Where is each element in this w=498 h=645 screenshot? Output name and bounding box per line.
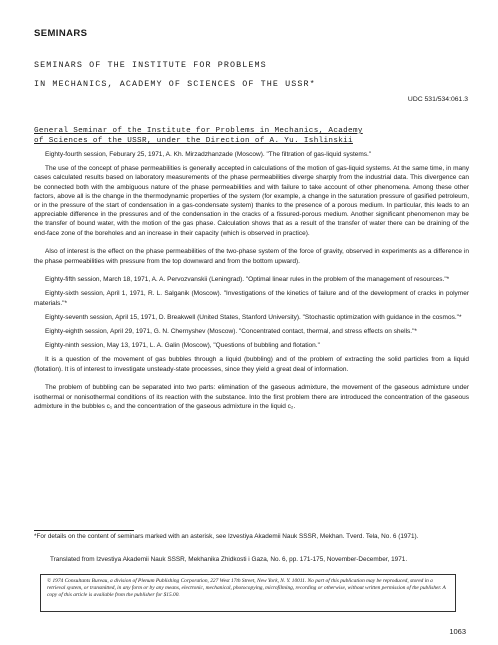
seminar-title-line-1: General Seminar of the Institute for Problems in Mechanics, Academy [34, 127, 363, 135]
copyright-box: © 1974 Consultants Bureau, a division of Plenum Publishing Corporation, 227 West 17th Street, New York, N. Y. 10011. No part of this publication may be reproduced, stored in a retrieval system, or transmitted, in any form or by any means, electronic, mechanical, photocopying, microfilming, recording or otherwise, without written permission of the publisher. A copy of this article is available from the publisher for $15.00. [40, 574, 456, 612]
paragraph-session-89: Eighty-ninth session, May 13, 1971, L. A. Galin (Moscow), "Questions of bubbling and flotation." [45, 342, 320, 350]
institute-title [34, 56, 474, 94]
seminar-title-line-2: of Sciences of the USSR, under the Direction of A. Yu. Ishlinskii [34, 137, 353, 145]
footnote-divider [34, 530, 134, 531]
institute-title-line-1: SEMINARS OF THE INSTITUTE FOR PROBLEMS [34, 60, 267, 70]
article-body [34, 150, 469, 420]
page-number: 1063 [449, 627, 466, 636]
translation-note: Translated from Izvestiya Akademii Nauk SSSR, Mekhanika Zhidkosti i Gaza, No. 6, pp. 171-175, November-December, 1971. [50, 556, 408, 563]
paragraph-phase-permeabilities: The use of the concept of phase permeabilities is generally accepted in calculations of the motion of gas-liquid systems. At the same time, in many cases calculated results based on laboratory measurements of the phase permeabilities diverge sharply from the industrial data. This divergence can be connected both with the ambiguous nature of the phase permeabilities and with failure to take account of other phenomena. Among these other factors, above all is the change in the thermodynamic properties of the system (for example, a change in the saturation pressure of gasified petroleum, or in the pressure of the start of condensation in a gas-condensate system) thanks to the presence of a porous medium. In particular, this leads to an appreciable difference in the pressures and of the condensation in the cracks of a fissured-porous medium. Another significant phenomenon may be the transfer of bound water, with the motion of the gas phase. Calculation shows that as a result of the transfer of water there can be draining of the end-face zone of the boreholes and an increase in their capacity (which is observed in practice). [34, 165, 469, 237]
paragraph-session-87: Eighty-seventh session, April 15, 1971, D. Breakwell (United States, Stanford University). "Stochastic optimization with guidance in the cosmos."* [45, 313, 462, 321]
paragraph-session-86: Eighty-sixth session, April 1, 1971, R. L. Salganik (Moscow). "Investigations of the kinetics of failure and of the development of cracks in polymer materials."* [34, 290, 469, 307]
paragraph-bubbling-problem: The problem of bubbling can be separated into two parts: elimination of the gaseous admixture, the movement of the gaseous admixture under isothermal or nonisothermal conditions of its reaction with the substance. Into the first problem there are introduced the concentration of the gaseous admixture in the bubbles c₁ and the concentration of the gaseous admixture in the liquid c₂. [34, 384, 469, 410]
institute-title-line-2: IN MECHANICS, ACADEMY OF SCIENCES OF THE USSR* [34, 79, 316, 89]
paragraph-session-85: Eighty-fifth session, March 18, 1971, A. A. Pervozvanskii (Leningrad). "Optimal linear rules in the problem of the management of resources."* [45, 276, 450, 284]
paragraph-bubbling-flotation: It is a question of the movement of gas bubbles through a liquid (bubbling) and of the problem of extracting the solid particles from a liquid (flotation). It is of interest to investigate unsteady-state processes, since they yield a great deal of information. [34, 356, 469, 373]
paragraph-session-88: Eighty-eighth session, April 29, 1971, G. N. Chernyshev (Moscow). "Concentrated contact, thermal, and stress effects on shells."* [45, 328, 417, 336]
paragraph-gravity: Also of interest is the effect on the phase permeabilities of the two-phase system of the force of gravity, observed in experiments as a difference in the phase permeabilities with pressure from the top downward and from the bottom upward). [34, 248, 469, 265]
seminar-title [34, 126, 474, 146]
section-label: SEMINARS [34, 28, 88, 39]
paragraph-session-84: Eighty-fourth session, Feburary 25, 1971, A. Kh. Mirzadzhanzade (Moscow). "The filtration of gas-liquid systems." [45, 151, 372, 158]
footnote: *For details on the content of seminars marked with an asterisk, see Izvestiya Akademii Nauk SSSR, Mekhan. Tverd. Tela, No. 6 (1971). [34, 533, 419, 540]
udc-code: UDC 531/534:061.3 [407, 96, 468, 103]
